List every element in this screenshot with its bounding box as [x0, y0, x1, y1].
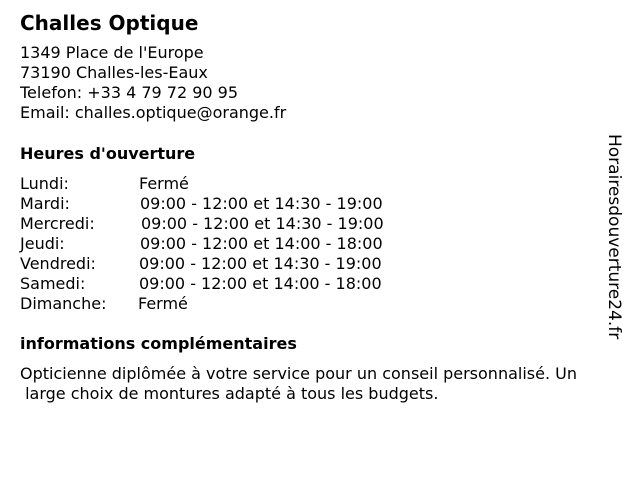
business-name: Challes Optique	[20, 11, 199, 35]
hours-day: Jeudi:	[20, 234, 65, 253]
hours-day: Mardi:	[20, 194, 70, 213]
address-street: 1349 Place de l'Europe	[20, 43, 204, 62]
hours-day: Mercredi:	[20, 214, 95, 233]
hours-day: Lundi:	[20, 174, 69, 193]
watermark-text: Horairesdouverture24.fr	[604, 134, 624, 340]
hours-time: 09:00 - 12:00 et 14:30 - 19:00	[139, 254, 382, 273]
additional-info-line: Opticienne diplômée à votre service pour un conseil personnalisé. Un	[20, 364, 577, 383]
hours-day: Dimanche:	[20, 294, 107, 313]
hours-time: 09:00 - 12:00 et 14:30 - 19:00	[141, 214, 384, 233]
email-address: Email: challes.optique@orange.fr	[20, 103, 287, 122]
hours-time: 09:00 - 12:00 et 14:00 - 18:00	[139, 274, 382, 293]
additional-info-line: large choix de montures adapté à tous les budgets.	[20, 384, 439, 403]
hours-time: Fermé	[138, 294, 188, 313]
additional-info-text	[20, 364, 630, 404]
phone-number: Telefon: +33 4 79 72 90 95	[20, 83, 239, 102]
hours-day: Samedi:	[20, 274, 86, 293]
hours-time: 09:00 - 12:00 et 14:00 - 18:00	[140, 234, 383, 253]
address-city: 73190 Challes-les-Eaux	[20, 63, 208, 82]
hours-time: Fermé	[139, 174, 189, 193]
additional-info-heading: informations complémentaires	[20, 334, 297, 353]
hours-day: Vendredi:	[20, 254, 96, 273]
hours-time: 09:00 - 12:00 et 14:30 - 19:00	[140, 194, 383, 213]
contact-block	[20, 43, 286, 123]
opening-hours-heading: Heures d'ouverture	[20, 144, 196, 163]
